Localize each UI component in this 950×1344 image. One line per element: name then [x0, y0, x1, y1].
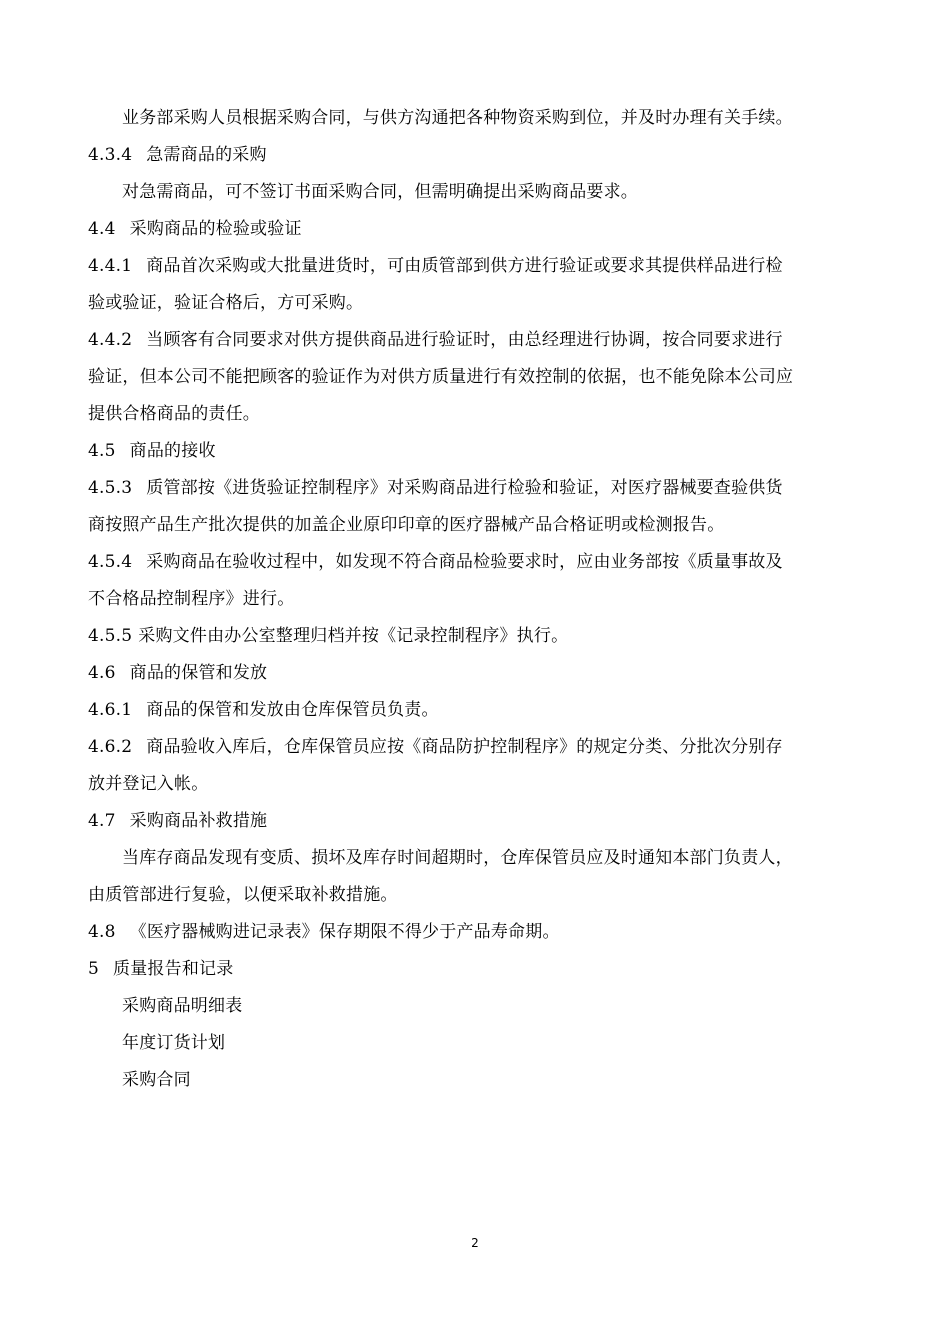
text-line — [88, 1025, 860, 1062]
section-number: 4.3.4 — [88, 145, 133, 165]
text-line — [88, 359, 860, 396]
text-line — [88, 396, 860, 433]
line-text: 验证，但本公司不能把顾客的验证作为对供方质量进行有效控制的依据，也不能免除本公司应 — [88, 367, 794, 387]
text-line — [88, 507, 860, 544]
section-number: 4.5 — [88, 441, 116, 461]
text-line — [88, 803, 860, 840]
section-number: 4.5.4 — [88, 552, 133, 572]
section-number: 4.6.2 — [88, 737, 133, 757]
line-text: 不合格品控制程序》进行。 — [88, 589, 295, 609]
line-text: 《医疗器械购进记录表》保存期限不得少于产品寿命期。 — [129, 922, 560, 942]
line-text: 商品验收入库后，仓库保管员应按《商品防护控制程序》的规定分类、分批次分别存 — [146, 737, 783, 757]
line-text: 质量报告和记录 — [113, 959, 234, 979]
text-line — [88, 729, 860, 766]
document-body — [88, 100, 860, 1099]
line-text: 业务部采购人员根据采购合同，与供方沟通把各种物资采购到位，并及时办理有关手续。 — [122, 108, 793, 128]
section-number: 4.8 — [88, 922, 116, 942]
text-line — [88, 433, 860, 470]
section-number: 4.4.1 — [88, 256, 133, 276]
text-line — [88, 692, 860, 729]
text-line — [88, 766, 860, 803]
text-line — [88, 840, 860, 877]
text-line — [88, 470, 860, 507]
section-number: 5 — [88, 959, 100, 979]
line-text: 提供合格商品的责任。 — [88, 404, 260, 424]
section-number: 4.6.1 — [88, 700, 133, 720]
line-text: 商品的接收 — [129, 441, 216, 461]
line-text: 采购商品补救措施 — [129, 811, 268, 831]
text-line — [88, 544, 860, 581]
text-line — [88, 137, 860, 174]
line-text: 放并登记入帐。 — [88, 774, 209, 794]
line-text: 急需商品的采购 — [146, 145, 267, 165]
section-number: 4.5.3 — [88, 478, 133, 498]
page-number: 2 — [471, 1236, 479, 1250]
line-text: 采购商品的检验或验证 — [129, 219, 302, 239]
text-line — [88, 655, 860, 692]
line-text: 商品首次采购或大批量进货时，可由质管部到供方进行验证或要求其提供样品进行检 — [146, 256, 783, 276]
section-number: 4.4.2 — [88, 330, 133, 350]
text-line — [88, 581, 860, 618]
text-line — [88, 988, 860, 1025]
section-number: 4.7 — [88, 811, 116, 831]
text-line — [88, 618, 860, 655]
line-text: 当库存商品发现有变质、损坏及库存时间超期时，仓库保管员应及时通知本部门负责人， — [122, 848, 793, 868]
line-text: 质管部按《进货验证控制程序》对采购商品进行检验和验证，对医疗器械要查验供货 — [146, 478, 783, 498]
line-text: 商按照产品生产批次提供的加盖企业原印印章的医疗器械产品合格证明或检测报告。 — [88, 515, 725, 535]
line-text: 采购文件由办公室整理归档并按《记录控制程序》执行。 — [138, 626, 569, 646]
text-line — [88, 877, 860, 914]
line-text: 当顾客有合同要求对供方提供商品进行验证时，由总经理进行协调，按合同要求进行 — [146, 330, 783, 350]
text-line — [88, 100, 860, 137]
line-text: 验或验证，验证合格后，方可采购。 — [88, 293, 364, 313]
section-number: 4.6 — [88, 663, 116, 683]
text-line — [88, 285, 860, 322]
line-text: 采购商品明细表 — [122, 996, 243, 1016]
section-number: 4.5.5 — [88, 626, 133, 646]
line-text: 年度订货计划 — [122, 1033, 226, 1053]
line-text: 采购合同 — [122, 1070, 191, 1090]
section-number: 4.4 — [88, 219, 116, 239]
line-text: 商品的保管和发放 — [129, 663, 268, 683]
line-text: 商品的保管和发放由仓库保管员负责。 — [146, 700, 439, 720]
text-line — [88, 248, 860, 285]
text-line — [88, 174, 860, 211]
line-text: 采购商品在验收过程中，如发现不符合商品检验要求时，应由业务部按《质量事故及 — [146, 552, 783, 572]
text-line — [88, 914, 860, 951]
line-text: 对急需商品，可不签订书面采购合同，但需明确提出采购商品要求。 — [122, 182, 638, 202]
text-line — [88, 322, 860, 359]
text-line — [88, 951, 860, 988]
text-line — [88, 1062, 860, 1099]
text-line — [88, 211, 860, 248]
line-text: 由质管部进行复验，以便采取补救措施。 — [88, 885, 398, 905]
